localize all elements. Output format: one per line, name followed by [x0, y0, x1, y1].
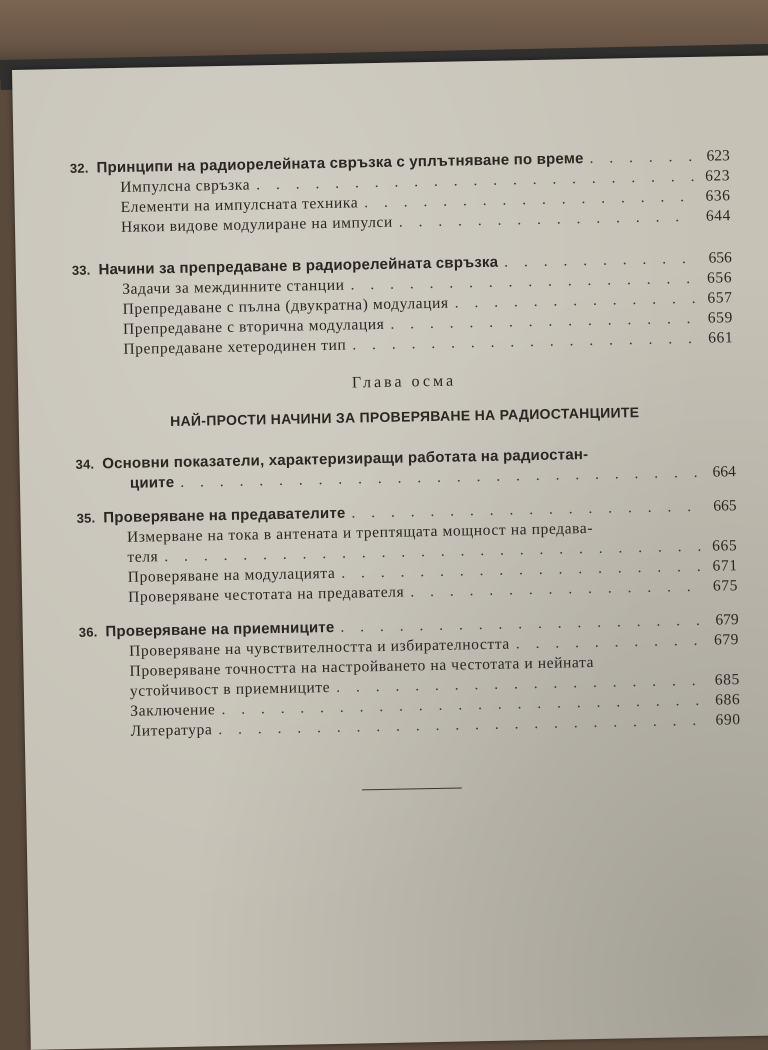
item-label-line1: Измерване на тока в антената и трептящата мощност на предава-: [126, 519, 594, 546]
item-label: Литература: [130, 721, 213, 740]
item-label-line2: устойчивост в приемниците: [129, 679, 331, 700]
item-label-line2: теля: [127, 548, 159, 566]
page-number: 671: [712, 557, 738, 575]
chapter-label: Глава осма: [351, 372, 457, 392]
item-label: Препредаване с пълна (двукратна) модулация: [122, 294, 449, 318]
section-title: Проверяване на приемниците: [105, 618, 335, 641]
page-number: 679: [713, 631, 740, 649]
page-number: 623: [704, 167, 731, 185]
section-number: 34.: [75, 456, 95, 472]
item-label: Някои видове модулиране на импулси: [120, 213, 393, 236]
page-number: 665: [713, 497, 737, 515]
page-number: 659: [707, 309, 734, 327]
item-label-line1: Проверяване точността на настройването на честотата и нейната: [129, 653, 595, 680]
item-label: Задачи за междинните станции: [122, 276, 345, 298]
dot-leader: [589, 147, 694, 169]
item-label: Проверяване на модулацията: [127, 564, 336, 586]
page-number: 686: [715, 691, 741, 709]
section-number: 35.: [76, 510, 96, 526]
item-label: Импулсна свръзка: [120, 176, 251, 196]
page-number: 690: [715, 711, 741, 729]
page-number: 664: [712, 463, 737, 481]
section-title: Начини за препредаване в радиорелейната свръзка: [98, 253, 499, 279]
page-number: 657: [707, 289, 733, 307]
page-number: 656: [706, 269, 733, 287]
page-number: 623: [706, 147, 730, 165]
item-label: Заключение: [130, 701, 216, 720]
section-title: Принципи на радиорелейната свръзка с уплътняване по време: [96, 150, 584, 177]
page-number: 685: [714, 671, 741, 689]
section-title-line2: циите: [129, 473, 175, 492]
page-number: 665: [712, 537, 738, 555]
item-label: Препредаване с вторична модулация: [122, 315, 385, 338]
section-number: 33.: [71, 262, 91, 278]
page-number: 675: [712, 577, 739, 595]
section-number: 36.: [78, 624, 98, 640]
dot-leader: [516, 631, 704, 655]
book-page: [12, 55, 768, 1050]
item-label: Елементи на импулсната техника: [120, 194, 359, 216]
chapter-title: НАЙ-ПРОСТИ НАЧИНИ ЗА ПРОВЕРЯВАНЕ НА РАДИОСТАНЦИИТЕ: [169, 404, 640, 430]
page-number: 656: [708, 249, 732, 267]
item-label: Проверяване на чувствителността и избирателността: [129, 635, 510, 660]
page-number: 679: [715, 611, 739, 629]
end-separator: [362, 787, 462, 790]
page-number: 644: [705, 207, 732, 225]
section-number: 32.: [69, 160, 89, 176]
section-title: Проверяване на предавателите: [103, 504, 346, 527]
item-label: Проверяване честотата на предавателя: [127, 583, 405, 606]
page-number: 661: [708, 329, 734, 347]
page-number: 636: [705, 187, 731, 205]
section-title-line1: Основни показатели, характеризиращи работата на радиостан-: [102, 446, 589, 473]
item-label: Препредаване хетеродинен тип: [123, 336, 347, 358]
table-of-contents: [70, 146, 742, 796]
